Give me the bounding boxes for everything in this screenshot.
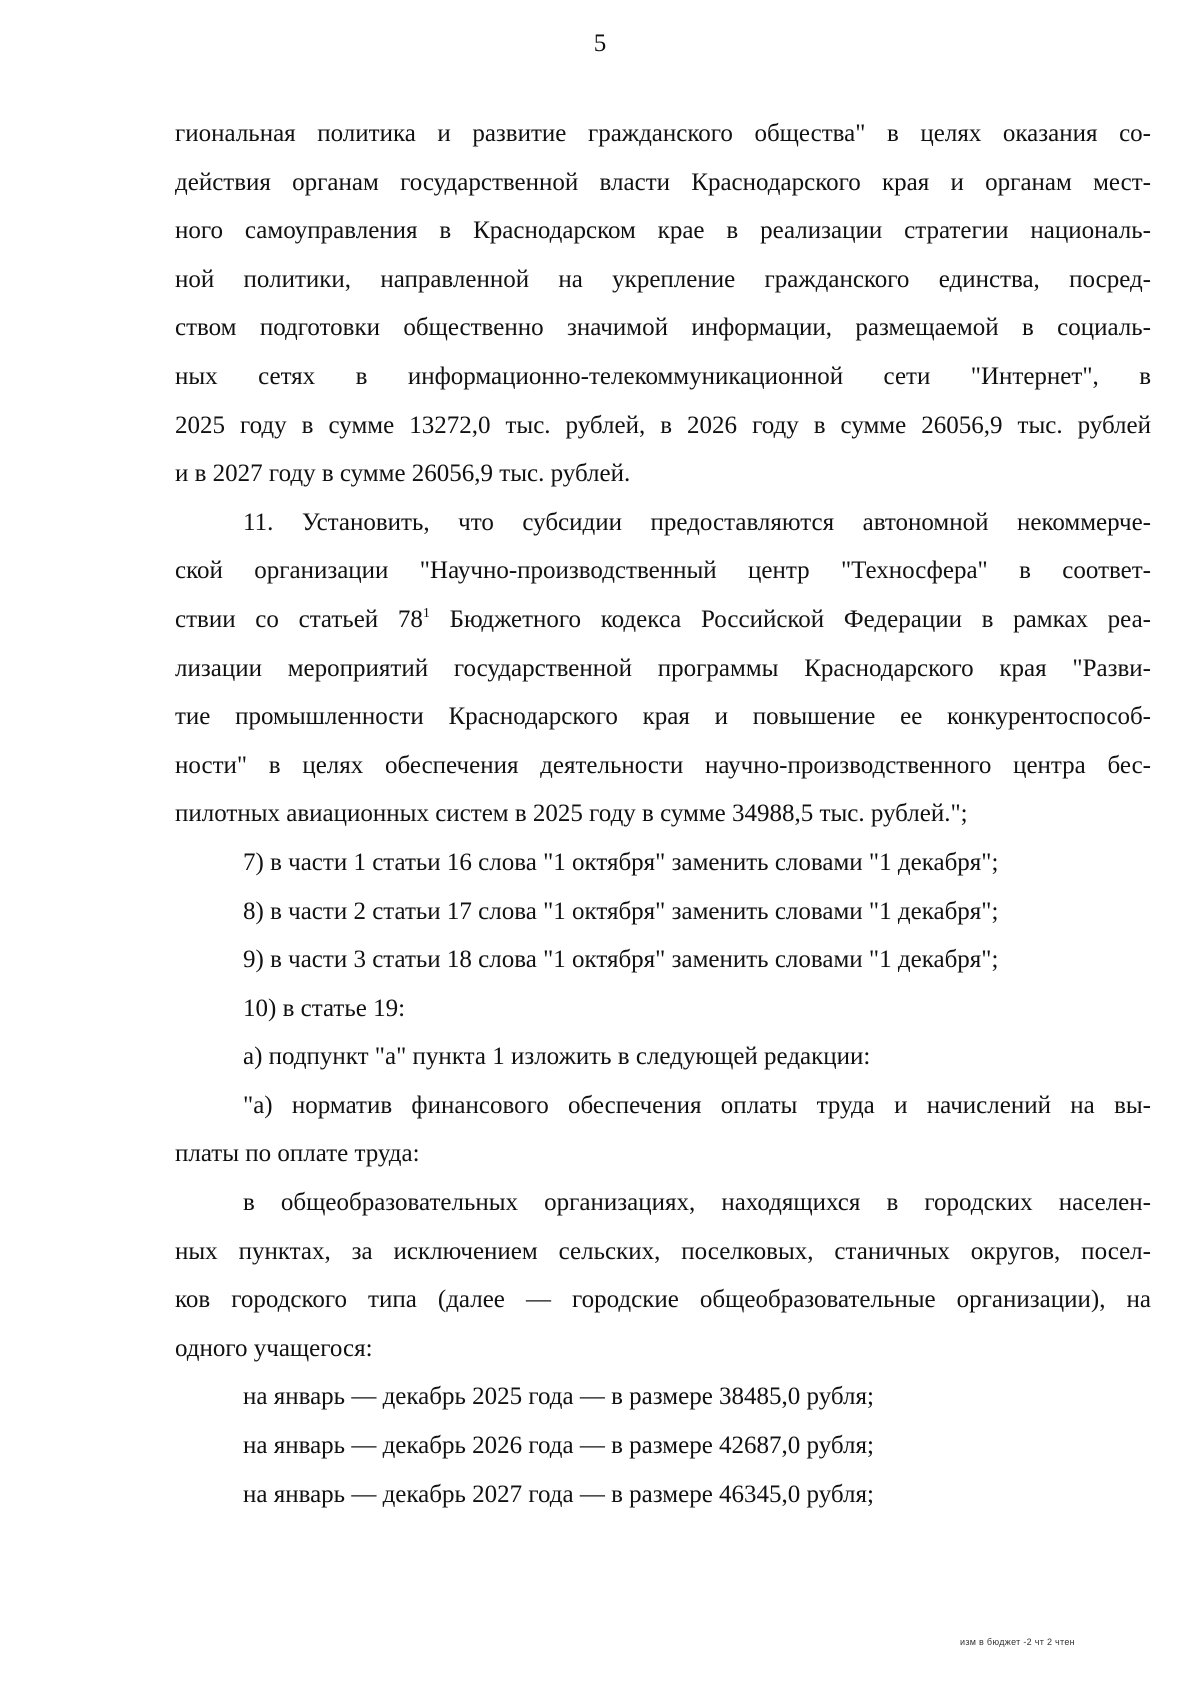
text-line: в общеобразовательных организациях, находящихся в городских населен- [243, 1189, 1151, 1217]
text-line: "а) норматив финансового обеспечения оплаты труда и начислений на вы- [243, 1091, 1151, 1119]
page-number: 5 [593, 30, 607, 57]
list-item-9: 9) в части 3 статьи 18 слова "1 октября" заменить словами "1 декабря"; [243, 946, 999, 974]
text-line: гиональная политика и развитие гражданского общества" в целях оказания со- [175, 120, 1151, 147]
list-item-8: 8) в части 2 статьи 17 слова "1 октября" заменить словами "1 декабря"; [243, 897, 999, 925]
text-line: ных сетях в информационно-телекоммуникационной сети "Интернет", в [175, 362, 1151, 390]
text-line: пилотных авиационных систем в 2025 году в сумме 34988,5 тыс. рублей."; [175, 800, 968, 828]
list-item-7: 7) в части 1 статьи 16 слова "1 октября" заменить словами "1 декабря"; [243, 848, 999, 876]
text-line: ков городского типа (далее — городские общеобразовательные организации), на [175, 1286, 1151, 1314]
text-line: ской организации "Научно-производственный центр "Техносфера" в соответ- [175, 557, 1151, 585]
text-line: платы по оплате труда: [175, 1140, 420, 1168]
text-line: ством подготовки общественно значимой информации, размещаемой в социаль- [175, 314, 1151, 342]
rate-line-2026: на январь — декабрь 2026 года — в размере 42687,0 рубля; [243, 1432, 874, 1460]
list-item-10: 10) в статье 19: [243, 994, 406, 1022]
footer-file-mark: изм в бюджет -2 чт 2 чтен [960, 1637, 1075, 1647]
text-line: действия органам государственной власти Краснодарского края и органам мест- [175, 168, 1151, 196]
text-fragment: ствии со статьей 78 [175, 605, 423, 633]
text-line: ности" в целях обеспечения деятельности научно-производственного центра бес- [175, 751, 1151, 779]
text-line: лизации мероприятий государственной программы Краснодарского края "Разви- [175, 654, 1151, 682]
text-line: ных пунктах, за исключением сельских, поселковых, станичных округов, посел- [175, 1237, 1151, 1265]
subitem-a: а) подпункт "а" пункта 1 изложить в следующей редакции: [243, 1043, 871, 1071]
superscript: 1 [422, 605, 430, 621]
text-line: одного учащегося: [175, 1334, 373, 1362]
rate-line-2025: на январь — декабрь 2025 года — в размере 38485,0 рубля; [243, 1383, 874, 1411]
document-body [175, 110, 1151, 1519]
paragraph-11-line: 11. Установить, что субсидии предоставляются автономной некоммерче- [243, 508, 1151, 536]
rate-line-2027: на январь — декабрь 2027 года — в размере 46345,0 рубля; [243, 1480, 874, 1508]
text-line-with-superscript [175, 596, 1151, 645]
text-fragment: Бюджетного кодекса Российской Федерации в рамках реа- [429, 605, 1151, 633]
text-line: и в 2027 году в сумме 26056,9 тыс. рублей. [175, 460, 631, 488]
text-line: тие промышленности Краснодарского края и повышение ее конкурентоспособ- [175, 703, 1151, 731]
text-line: 2025 году в сумме 13272,0 тыс. рублей, в 2026 году в сумме 26056,9 тыс. рублей [175, 411, 1151, 439]
text-line: ного самоуправления в Краснодарском крае в реализации стратегии националь- [175, 217, 1151, 245]
text-line: ной политики, направленной на укрепление гражданского единства, посред- [175, 265, 1151, 293]
